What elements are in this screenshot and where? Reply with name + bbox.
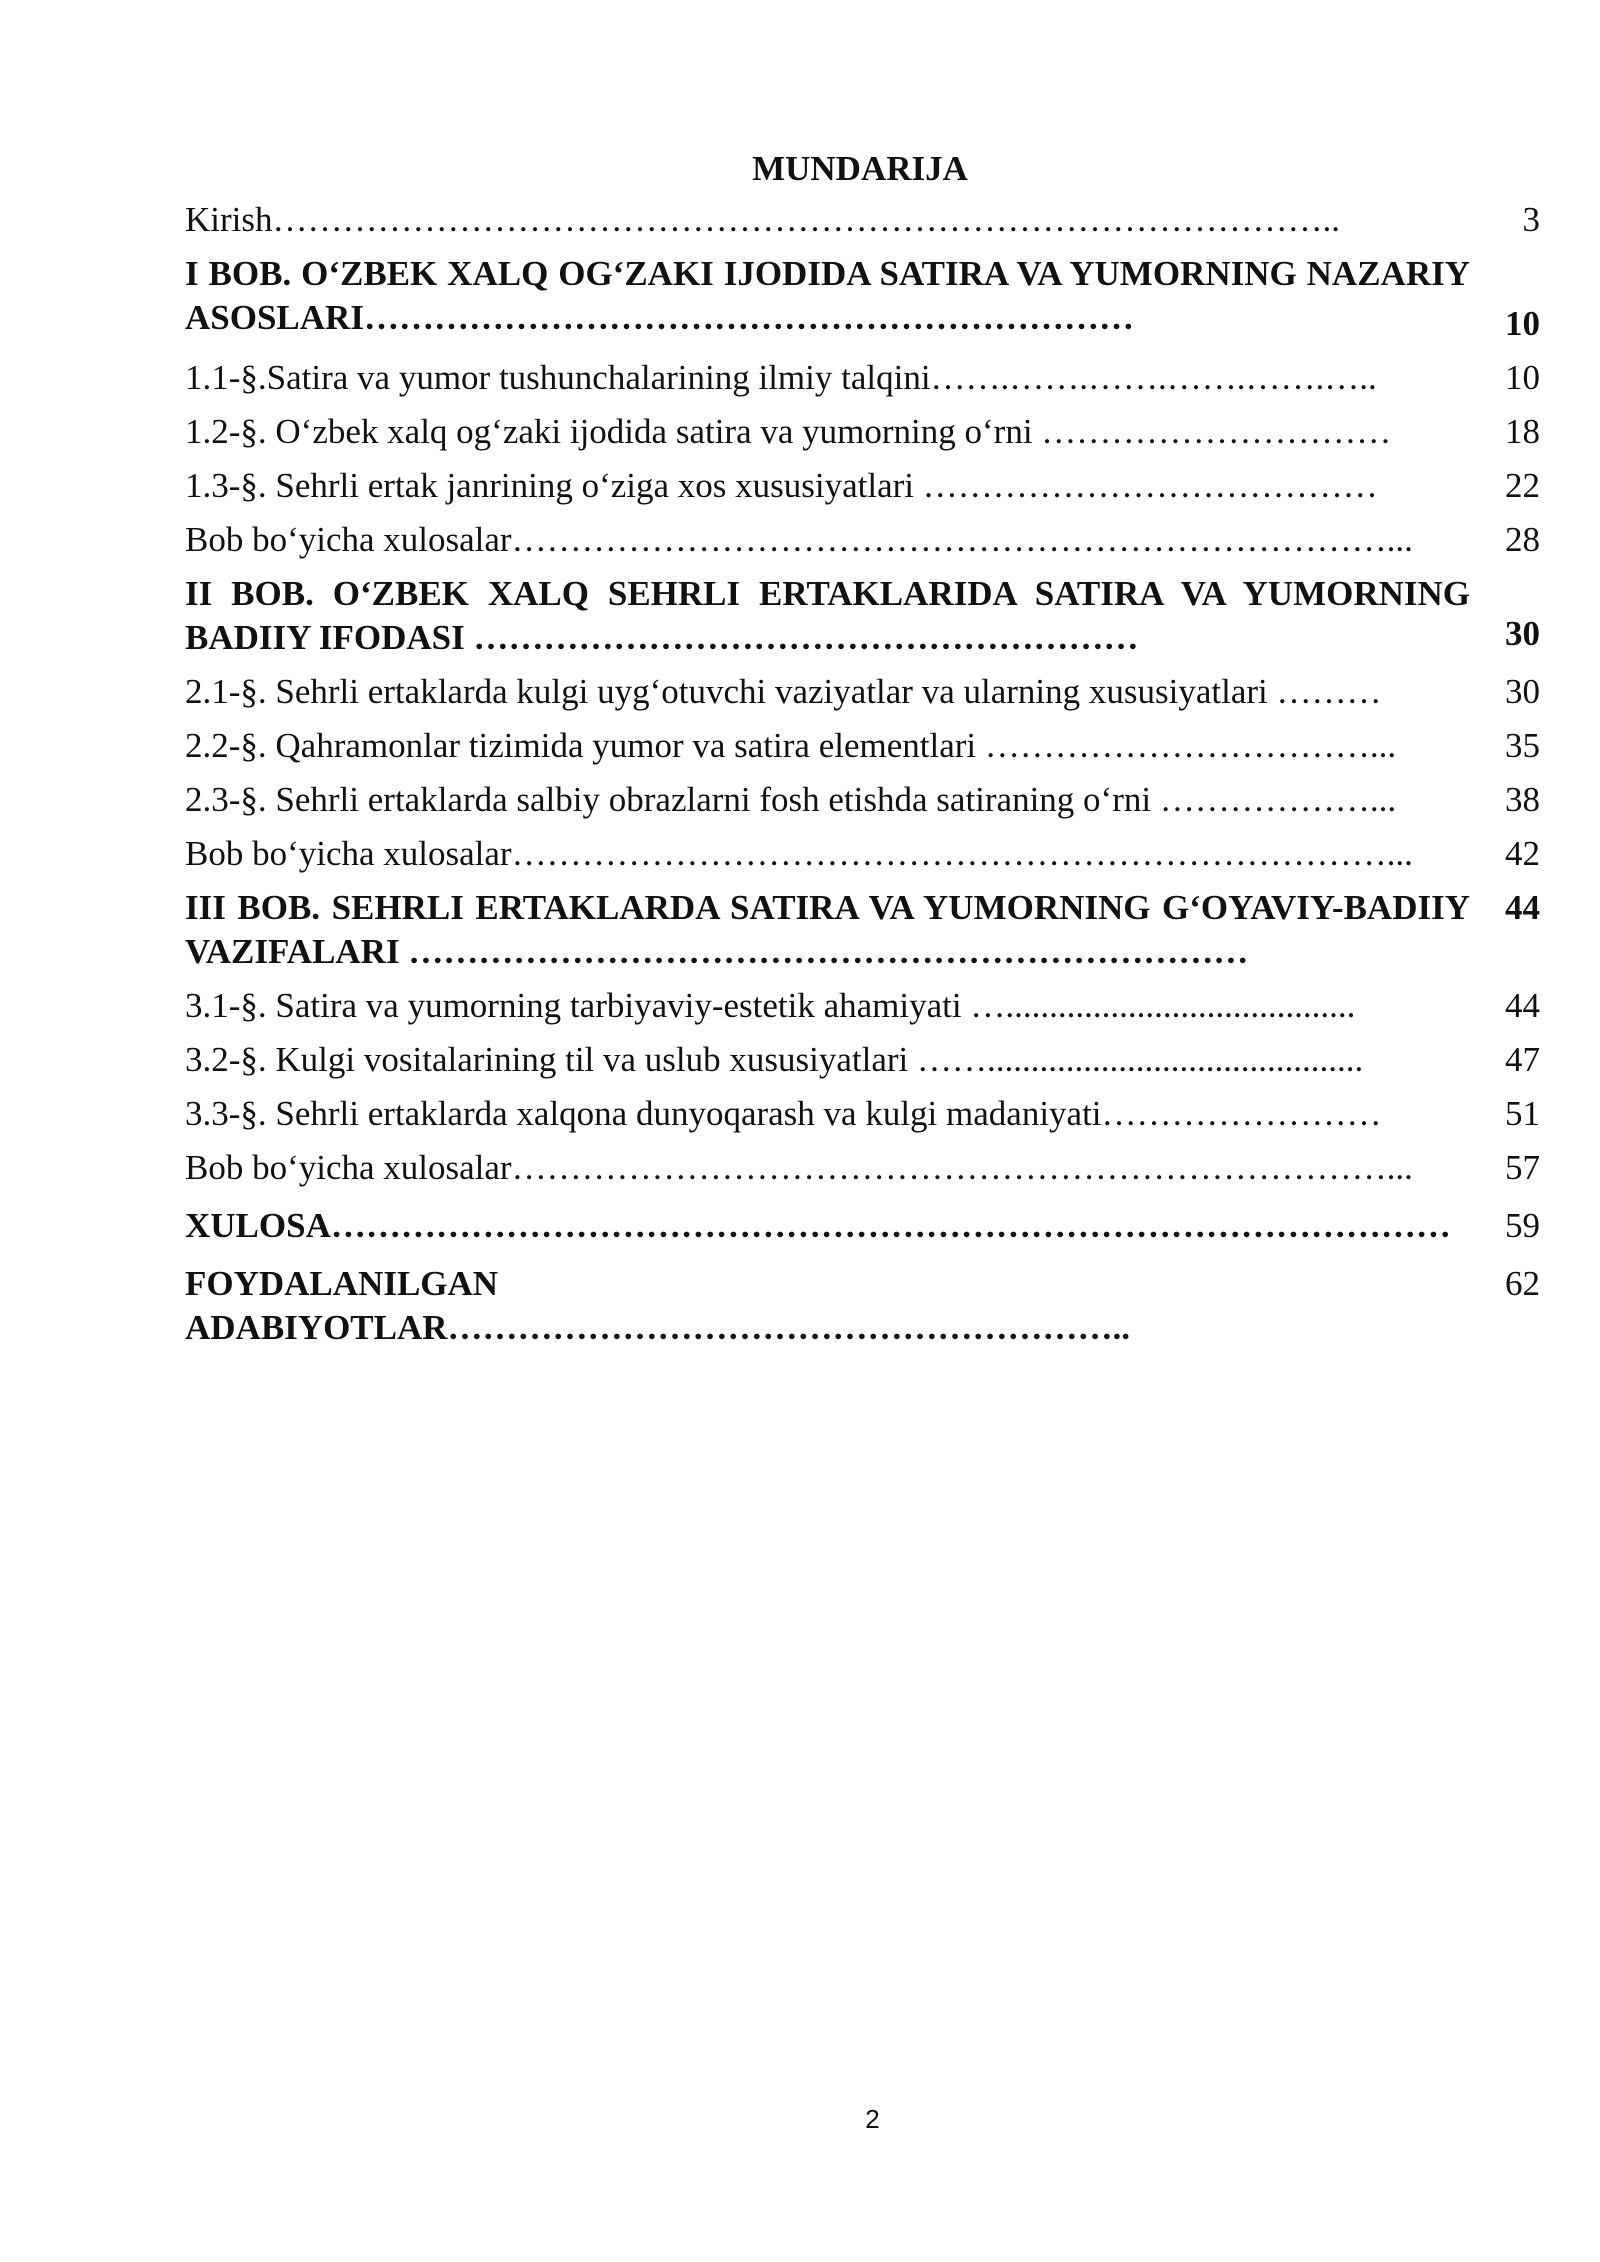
- toc-chapter-page: 44: [1505, 888, 1540, 927]
- toc-section-3-2: [185, 1038, 1540, 1082]
- toc-section-1-1: [185, 356, 1540, 400]
- toc-chapter-title: III BOB. SEHRLI ERTAKLARDA SATIRA VA YUMORNING G‘OYAVIY-BADIIY VAZIFALARI ………………………………………………………………: [185, 888, 1470, 971]
- toc-entry-page: 57: [1505, 1148, 1540, 1187]
- page-number: 2: [865, 2104, 880, 2134]
- toc-section-2-2: [185, 724, 1540, 768]
- toc-entry-text: 2.3-§. Sehrli ertaklarda salbiy obrazlarni fosh etishda satiraning o‘rni ………………...: [185, 780, 1397, 819]
- toc-chapter-3: [185, 886, 1540, 974]
- toc-section-3-3: [185, 1092, 1540, 1136]
- toc-section-3-1: [185, 984, 1540, 1028]
- toc-entry-text: Kirish………………………………………………………………………………..: [185, 200, 1340, 239]
- toc-section-1-2: [185, 410, 1540, 454]
- toc-chapter-2-conclusions: [185, 832, 1540, 876]
- toc-entry-text: XULOSA……………………………………………………………………………………: [185, 1206, 1451, 1245]
- toc-chapter-page: 10: [1505, 304, 1540, 343]
- table-of-contents: [185, 198, 1540, 1350]
- toc-entry-page: 38: [1505, 780, 1540, 819]
- toc-entry-page: 28: [1505, 520, 1540, 559]
- toc-entry-text: 2.1-§. Sehrli ertaklarda kulgi uyg‘otuvchi vaziyatlar va ularning xususiyatlari ………: [185, 672, 1382, 711]
- toc-entry-text: FOYDALANILGAN ADABIYOTLAR…………………………………………………..: [185, 1264, 1131, 1347]
- toc-chapter-1: [185, 252, 1540, 346]
- toc-chapter-3-conclusions: [185, 1146, 1540, 1190]
- toc-entry-page: 10: [1505, 358, 1540, 397]
- toc-chapter-1-conclusions: [185, 518, 1540, 562]
- toc-entry-text: 1.1-§.Satira va yumor tushunchalarining ilmiy talqini…….…….…….…….…….…..: [185, 358, 1377, 397]
- toc-chapter-page: 30: [1505, 614, 1540, 653]
- toc-conclusion: [185, 1204, 1540, 1248]
- toc-entry-page: 3: [1522, 200, 1540, 239]
- toc-entry-text: Bob bo‘yicha xulosalar…………………………………………………………………...: [185, 520, 1413, 559]
- toc-entry-text: 1.3-§. Sehrli ertak janrining o‘ziga xos xususiyatlari …………………………………: [185, 466, 1378, 505]
- toc-entry-page: 62: [1505, 1264, 1540, 1303]
- page-title: MUNDARIJA: [752, 149, 968, 188]
- toc-chapter-2: [185, 572, 1540, 660]
- toc-entry-text: 1.2-§. O‘zbek xalq og‘zaki ijodida satira va yumorning o‘rni …………………………: [185, 412, 1392, 451]
- toc-entry-page: 18: [1505, 412, 1540, 451]
- toc-chapter-title: II BOB. O‘ZBEK XALQ SEHRLI ERTAKLARIDA SATIRA VA YUMORNING BADIIY IFODASI …………………………………………………: [185, 574, 1470, 657]
- toc-section-2-3: [185, 778, 1540, 822]
- toc-bibliography: [185, 1262, 1540, 1350]
- toc-entry-page: 42: [1505, 834, 1540, 873]
- toc-entry-page: 47: [1505, 1040, 1540, 1079]
- toc-entry-text: 3.3-§. Sehrli ertaklarda xalqona dunyoqarash va kulgi madaniyati……………………: [185, 1094, 1382, 1133]
- toc-entry-page: 44: [1505, 986, 1540, 1025]
- toc-entry-kirish: [185, 198, 1540, 242]
- toc-entry-text: 3.2-§. Kulgi vositalarining til va uslub xususiyatlari ……...........................................: [185, 1040, 1364, 1079]
- toc-section-1-3: [185, 464, 1540, 508]
- toc-chapter-title: I BOB. O‘ZBEK XALQ OG‘ZAKI IJODIDA SATIRA VA YUMORNING NAZARIY ASOSLARI…………………………………………………………: [185, 254, 1470, 337]
- toc-entry-page: 30: [1505, 672, 1540, 711]
- toc-entry-text: Bob bo‘yicha xulosalar…………………………………………………………………...: [185, 1148, 1413, 1187]
- toc-entry-page: 35: [1505, 726, 1540, 765]
- toc-entry-text: Bob bo‘yicha xulosalar…………………………………………………………………...: [185, 834, 1413, 873]
- toc-entry-page: 51: [1505, 1094, 1540, 1133]
- toc-entry-page: 59: [1505, 1206, 1540, 1245]
- toc-entry-text: 2.2-§. Qahramonlar tizimida yumor va satira elementlari ……………………………...: [185, 726, 1397, 765]
- toc-section-2-1: [185, 670, 1540, 714]
- toc-entry-text: 3.1-§. Satira va yumorning tarbiyaviy-estetik ahamiyati …........................................: [185, 986, 1356, 1025]
- toc-entry-page: 22: [1505, 466, 1540, 505]
